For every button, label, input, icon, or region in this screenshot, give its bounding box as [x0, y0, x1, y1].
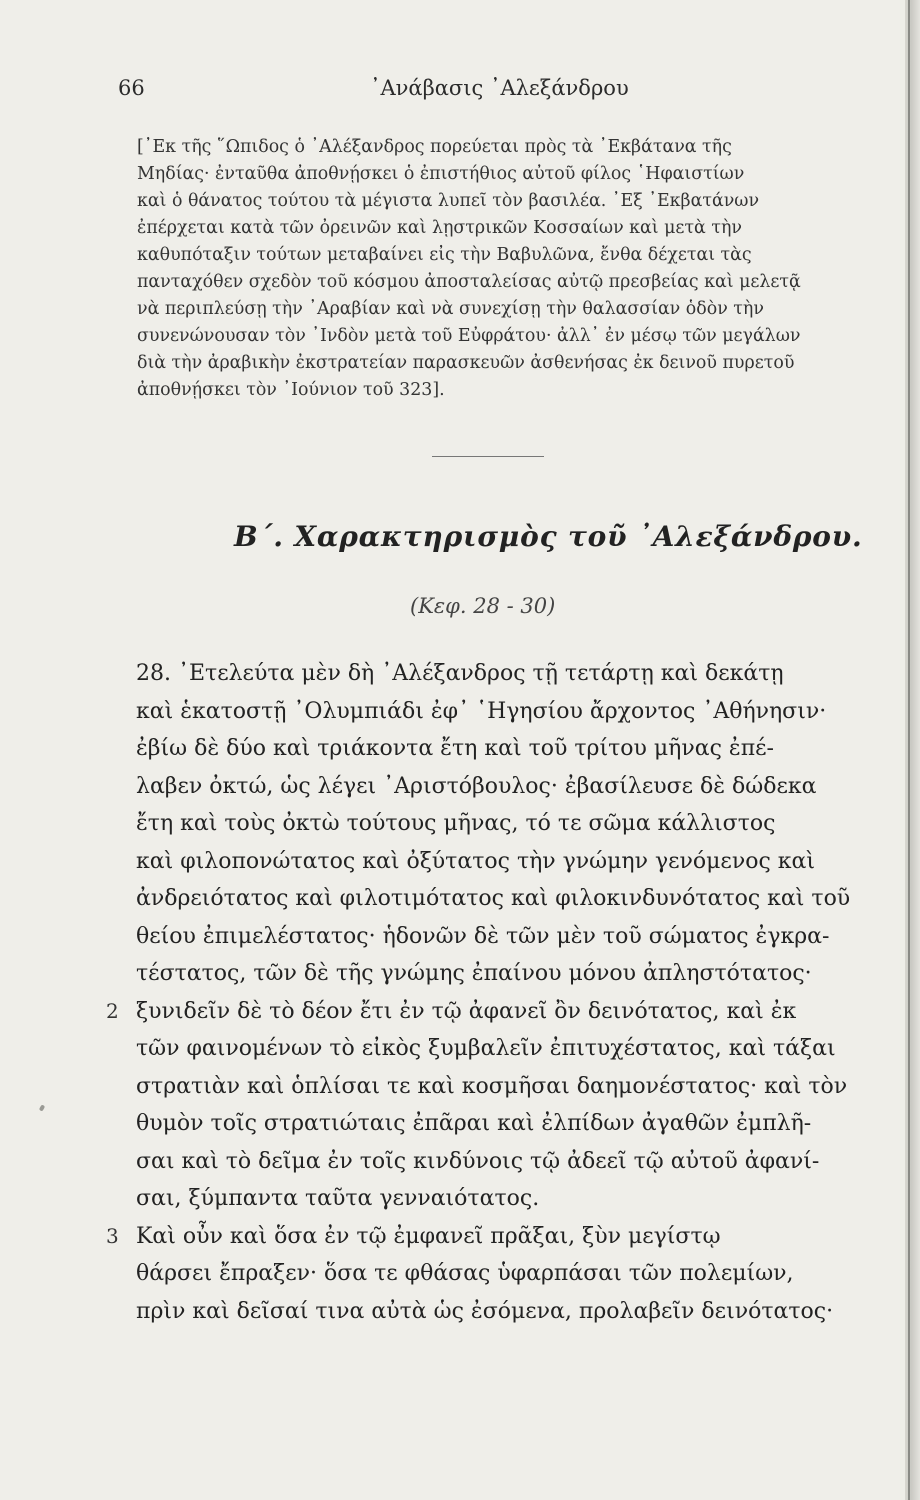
line-text: ἔτη καὶ τοὺς ὀκτὼ τούτους μῆνας, τό τε σῶμα κάλλιστος [136, 811, 776, 836]
text-line [136, 843, 876, 881]
text-line [136, 1030, 876, 1068]
page-header [0, 76, 905, 106]
text-line [136, 693, 876, 731]
summary-line: [᾿Εκ τῆς ῞Ωπιδος ὁ ᾿Αλέξανδρος πορεύεται πρὸς τὰ ᾿Εκβάτανα τῆς [137, 137, 732, 157]
line-text: θείου ἐπιμελέστατος· ἡδονῶν δὲ τῶν μὲν τοῦ σώματος ἐγκρα- [136, 923, 830, 949]
summary-paragraph [137, 134, 867, 404]
line-text: ξυνιδεῖν δὲ τὸ δέον ἔτι ἐν τῷ ἀφανεῖ ὂν δεινότατος, καὶ ἐκ [136, 998, 797, 1024]
text-line [136, 768, 876, 806]
line-text: λαβεν ὀκτώ, ὡς λέγει ᾿Αριστόβουλος· ἐβασίλευσε δὲ δώδεκα [136, 773, 817, 799]
line-text: ἐβίω δὲ δύο καὶ τριάκοντα ἔτη καὶ τοῦ τρίτου μῆνας ἐπέ- [136, 736, 774, 761]
line-text: θάρσει ἔπραξεν· ὅσα τε φθάσας ὑφαρπάσαι τῶν πολεμίων, [136, 1261, 794, 1286]
text-line [136, 805, 876, 843]
text-line [136, 1068, 876, 1106]
line-text: ἀνδρειότατος καὶ φιλοτιμότατος καὶ φιλοκινδυνότατος καὶ τοῦ [136, 886, 851, 911]
line-text: 28. ᾿Ετελεύτα μὲν δὴ ᾿Αλέξανδρος τῇ τετάρτῃ καὶ δεκάτῃ [136, 661, 784, 686]
line-text: Καὶ οὖν καὶ ὅσα ἐν τῷ ἐμφανεῖ πρᾶξαι, ξὺν μεγίστῳ [136, 1223, 721, 1249]
text-line [136, 880, 876, 918]
line-text: στρατιὰν καὶ ὁπλίσαι τε καὶ κοσμῆσαι δαημονέστατος· καὶ τὸν [136, 1073, 848, 1099]
text-line [136, 730, 876, 768]
running-title: ᾿Ανάβασις ᾿Αλεξάνδρου [370, 76, 629, 100]
binding-line [908, 0, 910, 1500]
line-text: πρὶν καὶ δεῖσαί τινα αὐτὰ ὡς ἐσόμενα, προλαβεῖν δεινότατος· [136, 1298, 834, 1324]
section-divider [432, 456, 544, 457]
text-line [136, 918, 876, 956]
text-line [136, 1105, 876, 1143]
text-line [136, 1180, 876, 1218]
line-text: τῶν φαινομένων τὸ εἰκὸς ξυμβαλεῖν ἐπιτυχέστατος, καὶ τάξαι [136, 1036, 836, 1061]
section-number: 2 [106, 998, 119, 1023]
summary-line: καὶ ὁ θάνατος τούτου τὰ μέγιστα λυπεῖ τὸν βασιλέα. ᾿Εξ ᾿Εκβατάνων [137, 191, 760, 211]
summary-line: καθυπόταξιν τούτων μεταβαίνει εἰς τὴν Βαβυλῶνα, ἔνθα δέχεται τὰς [137, 245, 752, 265]
scan-mark [39, 1104, 45, 1111]
line-text: καὶ φιλοπονώτατος καὶ ὀξύτατος τὴν γνώμην γενόμενος καὶ [136, 848, 815, 874]
summary-line: ἀποθνῄσκει τὸν ᾿Ιούνιον τοῦ 323]. [137, 380, 445, 400]
text-line [136, 955, 876, 993]
line-text: καὶ ἑκατοστῇ ᾿Ολυμπιάδι ἐφ᾿ ῾Ηγησίου ἄρχοντος ᾿Αθήνησιν· [136, 698, 827, 724]
summary-line: πανταχόθεν σχεδὸν τοῦ κόσμου ἀποσταλείσας αὐτῷ πρεσβείας καὶ μελετᾷ [137, 272, 801, 292]
summary-line: νὰ περιπλεύσῃ τὴν ᾿Αραβίαν καὶ νὰ συνεχίσῃ τὴν θαλασσίαν ὁδὸν τὴν [137, 299, 764, 319]
section-heading: Β΄. Χαρακτηρισμὸς τοῦ ᾿Αλεξάνδρου. [234, 520, 863, 553]
summary-line: ἐπέρχεται κατὰ τῶν ὀρεινῶν καὶ λῃστρικῶν Κοσσαίων καὶ μετὰ τὴν [137, 218, 742, 238]
text-line [106, 993, 876, 1031]
page-number: 66 [118, 76, 145, 100]
summary-line: διὰ τὴν ἀραβικὴν ἐκστρατείαν παρασκευῶν ἀσθενήσας ἐκ δεινοῦ πυρετοῦ [137, 353, 795, 373]
line-text: σαι, ξύμπαντα ταῦτα γενναιότατος. [136, 1186, 540, 1211]
summary-line: συνενώνουσαν τὸν ᾿Ινδὸν μετὰ τοῦ Εὐφράτου· ἀλλ᾿ ἐν μέσῳ τῶν μεγάλων [137, 326, 801, 346]
text-line [136, 655, 876, 693]
text-line [136, 1143, 876, 1181]
text-line [136, 1293, 876, 1331]
main-text [106, 655, 876, 1330]
line-text: τέστατος, τῶν δὲ τῆς γνώμης ἐπαίνου μόνου ἀπληστότατος· [136, 961, 812, 986]
line-text: θυμὸν τοῖς στρατιώταις ἐπᾶραι καὶ ἐλπίδων ἀγαθῶν ἐμπλῆ- [136, 1111, 812, 1136]
text-line [106, 1218, 876, 1256]
summary-line: Μηδίας· ἐνταῦθα ἀποθνῄσκει ὁ ἐπιστήθιος αὐτοῦ φίλος ῾Ηφαιστίων [137, 164, 745, 184]
line-text: σαι καὶ τὸ δεῖμα ἐν τοῖς κινδύνοις τῷ ἀδεεῖ τῷ αὐτοῦ ἀφανί- [136, 1148, 820, 1174]
section-number: 3 [106, 1223, 119, 1248]
chapter-reference: (Κεφ. 28 - 30) [410, 594, 556, 618]
text-line [136, 1255, 876, 1293]
